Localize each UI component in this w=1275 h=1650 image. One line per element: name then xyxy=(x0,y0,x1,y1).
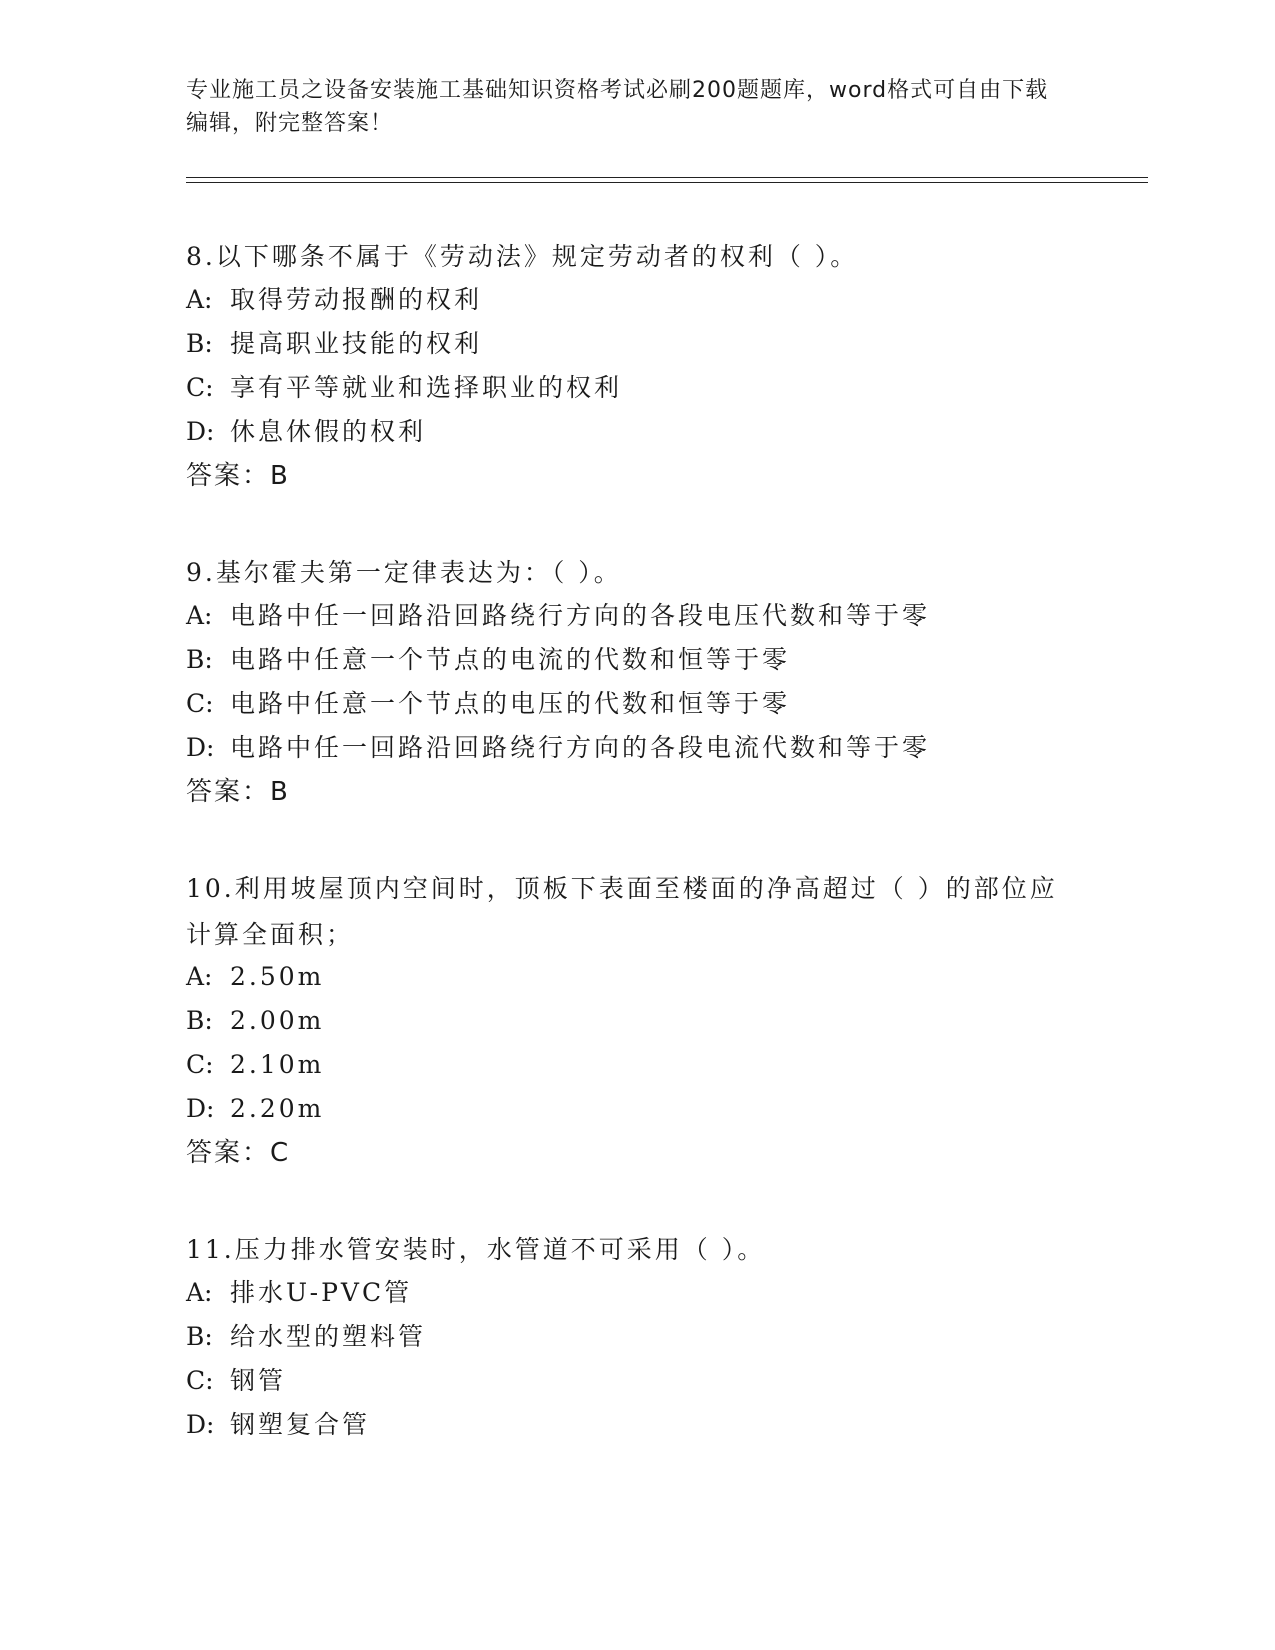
option-letter: B: xyxy=(186,645,213,674)
header-rule-top xyxy=(186,177,1148,178)
option-letter: C: xyxy=(186,373,214,402)
option-letter: C: xyxy=(186,1366,214,1395)
question-8-option-d xyxy=(186,415,426,449)
option-text: 钢管 xyxy=(230,1366,287,1395)
option-letter: A: xyxy=(186,601,213,630)
header-rule-bottom xyxy=(186,182,1148,183)
option-text: 提高职业技能的权利 xyxy=(230,329,483,358)
question-9-text: 9.基尔霍夫第一定律表达为：（ ）。 xyxy=(186,558,622,587)
option-letter: B: xyxy=(186,1322,213,1351)
question-8-option-b xyxy=(186,327,482,361)
option-letter: D: xyxy=(186,733,215,762)
question-10-option-b xyxy=(186,1004,324,1038)
question-8-text: 8.以下哪条不属于《劳动法》规定劳动者的权利（ ）。 xyxy=(186,242,859,271)
question-8-option-a xyxy=(186,283,482,317)
question-10-option-a xyxy=(186,960,324,994)
option-text: 享有平等就业和选择职业的权利 xyxy=(230,373,623,402)
option-letter: D: xyxy=(186,417,215,446)
question-11-option-c xyxy=(186,1364,286,1398)
option-letter: D: xyxy=(186,1410,215,1439)
option-letter: A: xyxy=(186,1278,213,1307)
question-9-option-b xyxy=(186,643,790,677)
option-text: 排水U-PVC管 xyxy=(230,1278,413,1307)
question-10-option-d xyxy=(186,1092,324,1126)
question-8-option-c xyxy=(186,371,622,405)
option-letter: D: xyxy=(186,1094,215,1123)
question-9-option-a xyxy=(186,599,930,633)
question-10-option-c xyxy=(186,1048,324,1082)
option-text: 电路中任一回路沿回路绕行方向的各段电流代数和等于零 xyxy=(230,733,931,762)
option-text: 2.00m xyxy=(230,1006,325,1035)
question-9-option-d xyxy=(186,731,930,765)
question-11-option-d xyxy=(186,1408,370,1442)
option-text: 2.20m xyxy=(230,1094,325,1123)
option-text: 钢塑复合管 xyxy=(230,1410,371,1439)
option-letter: B: xyxy=(186,1006,213,1035)
option-text: 电路中任意一个节点的电流的代数和恒等于零 xyxy=(230,645,791,674)
question-11-option-b xyxy=(186,1320,426,1354)
question-9-answer: 答案：B xyxy=(186,777,290,807)
option-letter: B: xyxy=(186,329,213,358)
document-header: 专业施工员之设备安装施工基础知识资格考试必刷200题题库，word格式可自由下载编辑，附完整答案！ xyxy=(186,78,1049,136)
option-letter: C: xyxy=(186,1050,214,1079)
question-9-option-c xyxy=(186,687,790,721)
question-10-text: 10.利用坡屋顶内空间时，顶板下表面至楼面的净高超过（ ）的部位应计算全面积； xyxy=(186,874,1058,949)
option-text: 电路中任一回路沿回路绕行方向的各段电压代数和等于零 xyxy=(230,601,931,630)
option-text: 给水型的塑料管 xyxy=(230,1322,427,1351)
option-text: 2.10m xyxy=(230,1050,325,1079)
option-text: 取得劳动报酬的权利 xyxy=(230,285,483,314)
question-10-answer: 答案：C xyxy=(186,1138,291,1168)
option-text: 电路中任意一个节点的电压的代数和恒等于零 xyxy=(230,689,791,718)
option-text: 休息休假的权利 xyxy=(230,417,427,446)
option-text: 2.50m xyxy=(230,962,325,991)
option-letter: A: xyxy=(186,285,213,314)
question-8-answer: 答案：B xyxy=(186,461,290,491)
option-letter: C: xyxy=(186,689,214,718)
question-11-text: 11.压力排水管安装时，水管道不可采用（ ）。 xyxy=(186,1235,766,1264)
option-letter: A: xyxy=(186,962,213,991)
question-11-option-a xyxy=(186,1276,412,1310)
